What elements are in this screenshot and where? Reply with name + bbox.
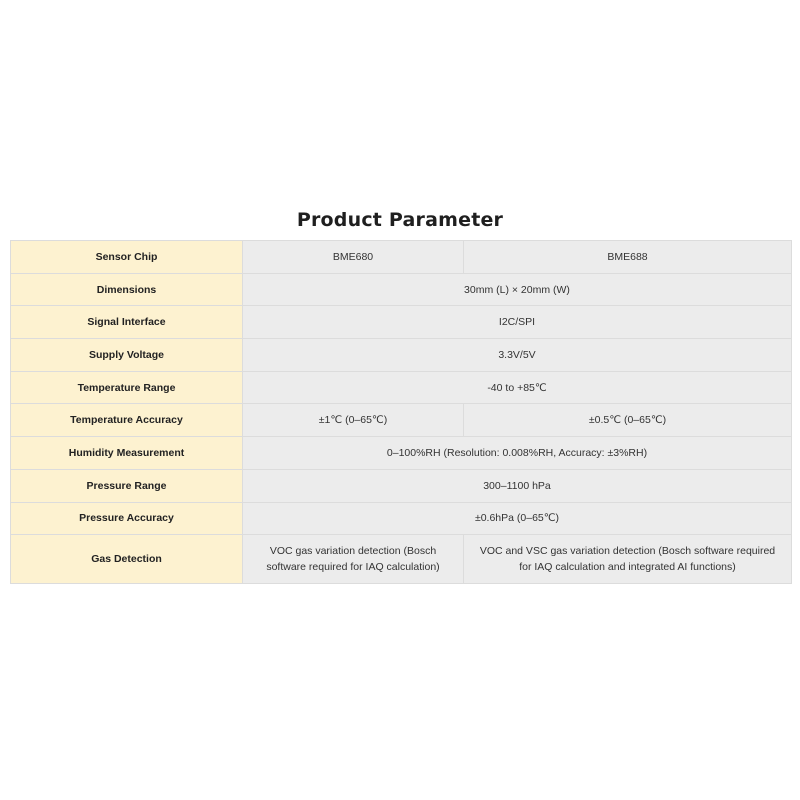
row-label-temperature-range: Temperature Range bbox=[11, 371, 243, 404]
table-row bbox=[11, 469, 792, 502]
value-bme688: BME688 bbox=[464, 241, 792, 274]
value-temperature-accuracy-bme688: ±0.5℃ (0–65℃) bbox=[464, 404, 792, 437]
value-gas-detection-bme688: VOC and VSC gas variation detection (Bosch software required for IAQ calculation and integrated AI functions) bbox=[464, 535, 792, 584]
table-row bbox=[11, 241, 792, 274]
row-label-pressure-accuracy: Pressure Accuracy bbox=[11, 502, 243, 535]
row-label-dimensions: Dimensions bbox=[11, 273, 243, 306]
value-dimensions: 30mm (L) × 20mm (W) bbox=[243, 273, 792, 306]
value-pressure-range: 300–1100 hPa bbox=[243, 469, 792, 502]
value-gas-detection-bme680: VOC gas variation detection (Bosch software required for IAQ calculation) bbox=[243, 535, 464, 584]
table-row bbox=[11, 404, 792, 437]
row-label-sensor-chip: Sensor Chip bbox=[11, 241, 243, 274]
value-temperature-range: -40 to +85℃ bbox=[243, 371, 792, 404]
row-label-temperature-accuracy: Temperature Accuracy bbox=[11, 404, 243, 437]
table-row bbox=[11, 306, 792, 339]
table-row bbox=[11, 502, 792, 535]
row-label-gas-detection: Gas Detection bbox=[11, 535, 243, 584]
table-row bbox=[11, 535, 792, 584]
value-temperature-accuracy-bme680: ±1℃ (0–65℃) bbox=[243, 404, 464, 437]
page-title: Product Parameter bbox=[296, 209, 504, 231]
table-row bbox=[11, 437, 792, 470]
row-label-humidity-measurement: Humidity Measurement bbox=[11, 437, 243, 470]
value-pressure-accuracy: ±0.6hPa (0–65℃) bbox=[243, 502, 792, 535]
table-row bbox=[11, 273, 792, 306]
product-parameter-table bbox=[10, 240, 792, 584]
value-bme680: BME680 bbox=[243, 241, 464, 274]
row-label-pressure-range: Pressure Range bbox=[11, 469, 243, 502]
row-label-supply-voltage: Supply Voltage bbox=[11, 339, 243, 372]
table-row bbox=[11, 371, 792, 404]
value-supply-voltage: 3.3V/5V bbox=[243, 339, 792, 372]
row-label-signal-interface: Signal Interface bbox=[11, 306, 243, 339]
value-humidity-measurement: 0–100%RH (Resolution: 0.008%RH, Accuracy: ±3%RH) bbox=[243, 437, 792, 470]
value-signal-interface: I2C/SPI bbox=[243, 306, 792, 339]
table-row bbox=[11, 339, 792, 372]
